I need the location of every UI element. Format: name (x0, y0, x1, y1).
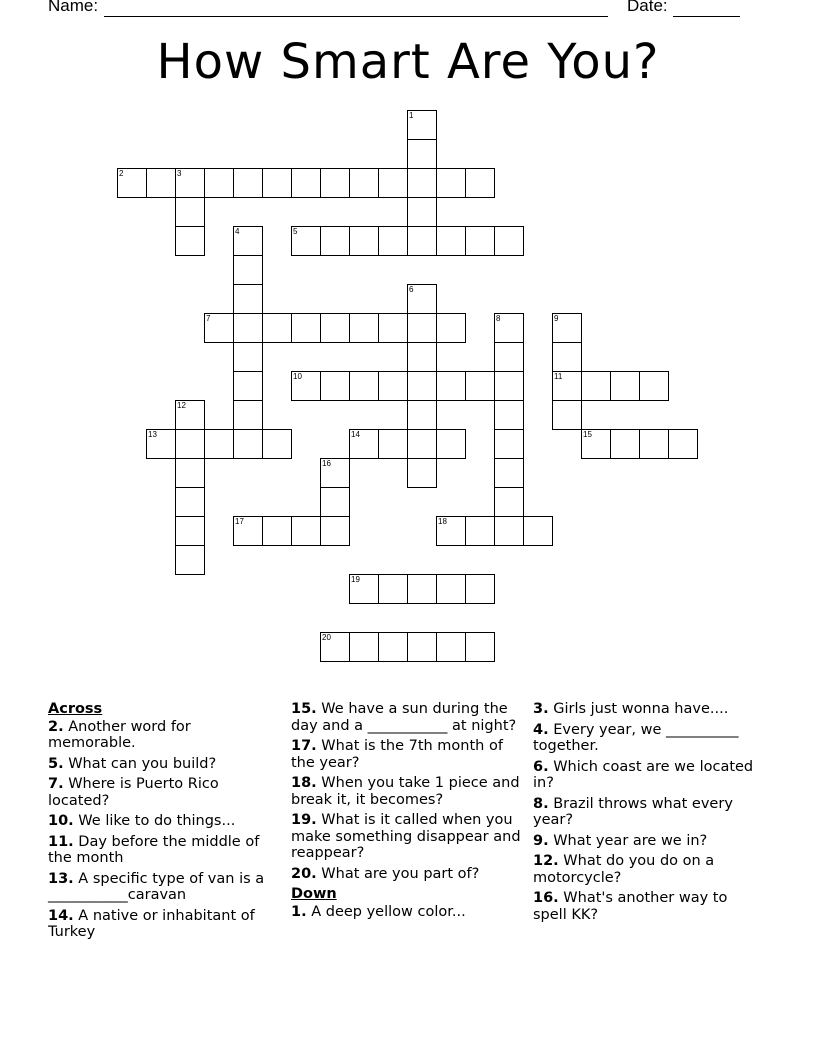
cell-number: 4 (235, 227, 240, 236)
grid-cell[interactable] (494, 516, 524, 546)
grid-cell[interactable] (610, 429, 640, 459)
clue-number: 14. (48, 907, 74, 924)
grid-cell[interactable] (494, 371, 524, 401)
grid-cell[interactable] (233, 284, 263, 314)
grid-cell[interactable] (407, 632, 437, 662)
clue-number: 11. (48, 833, 74, 850)
clue-number: 10. (48, 813, 74, 829)
down-heading: Down (291, 886, 337, 902)
grid-cell[interactable] (175, 400, 205, 430)
grid-cell[interactable] (233, 516, 263, 546)
grid-cell[interactable] (204, 429, 234, 459)
grid-cell[interactable] (291, 371, 321, 401)
clue-text: A deep yellow color... (311, 903, 466, 920)
cell-number: 2 (119, 169, 124, 178)
clue-number: 2. (48, 718, 64, 735)
grid-cell[interactable] (233, 342, 263, 372)
grid-cell[interactable] (407, 429, 437, 459)
grid-cell[interactable] (552, 342, 582, 372)
grid-cell[interactable] (465, 226, 495, 256)
clue-number: 3. (533, 701, 549, 717)
grid-cell[interactable] (320, 487, 350, 517)
clue-text: What is the 7th month of the year? (291, 738, 503, 771)
clue-number: 20. (291, 865, 317, 882)
grid-cell[interactable] (175, 429, 205, 459)
cell-number: 15 (583, 430, 592, 439)
clue-text: What is it called when you make something disappear and reappear? (291, 812, 521, 861)
clue-across-13 (48, 871, 280, 904)
grid-cell[interactable] (407, 400, 437, 430)
grid-cell[interactable] (494, 226, 524, 256)
grid-cell[interactable] (320, 226, 350, 256)
clue-number: 9. (533, 832, 549, 849)
grid-cell[interactable] (175, 197, 205, 227)
grid-cell[interactable] (349, 574, 379, 604)
across-heading: Across (48, 701, 103, 717)
cell-number: 11 (554, 372, 563, 381)
grid-cell[interactable] (175, 226, 205, 256)
cell-number: 5 (293, 227, 298, 236)
grid-cell[interactable] (233, 226, 263, 256)
grid-cell[interactable] (320, 313, 350, 343)
clue-down-16 (533, 890, 765, 923)
grid-cell[interactable] (175, 545, 205, 575)
clue-number: 6. (533, 758, 549, 775)
cell-number: 19 (351, 575, 360, 584)
clue-text: A native or inhabitant of Turkey (48, 907, 255, 940)
grid-cell[interactable] (291, 516, 321, 546)
clue-text: What are you part of? (321, 865, 480, 882)
grid-cell[interactable] (175, 168, 205, 198)
grid-cell[interactable] (523, 516, 553, 546)
cell-number: 3 (177, 169, 182, 178)
clue-across-14 (48, 908, 280, 941)
cell-number: 18 (438, 517, 447, 526)
cell-number: 12 (177, 401, 186, 410)
date-label: Date: (627, 0, 668, 15)
grid-cell[interactable] (494, 458, 524, 488)
clue-across-5 (48, 756, 280, 773)
grid-cell[interactable] (407, 313, 437, 343)
clue-across-11 (48, 834, 280, 867)
clue-number: 18. (291, 775, 317, 791)
grid-cell[interactable] (262, 429, 292, 459)
grid-cell[interactable] (117, 168, 147, 198)
grid-cell[interactable] (407, 371, 437, 401)
cell-number: 9 (554, 314, 559, 323)
grid-cell[interactable] (436, 516, 466, 546)
cell-number: 7 (206, 314, 211, 323)
grid-cell[interactable] (552, 371, 582, 401)
grid-cell[interactable] (378, 168, 408, 198)
grid-cell[interactable] (610, 371, 640, 401)
clue-number: 19. (291, 812, 317, 828)
clue-down-4 (533, 722, 765, 755)
grid-cell[interactable] (465, 168, 495, 198)
cell-number: 10 (293, 372, 302, 381)
grid-cell[interactable] (494, 429, 524, 459)
cell-number: 1 (409, 111, 414, 120)
clue-text: What do you do on a motorcycle? (533, 853, 715, 886)
grid-cell[interactable] (552, 313, 582, 343)
clue-down-6 (533, 759, 765, 792)
clue-text: A specific type of van is a ___________caravan (48, 870, 265, 903)
clue-across-17 (291, 738, 526, 771)
grid-cell[interactable] (291, 168, 321, 198)
puzzle-title: How Smart Are You? (156, 34, 660, 90)
grid-cell[interactable] (436, 168, 466, 198)
clue-down-9 (533, 833, 765, 850)
clue-across-2 (48, 719, 280, 752)
grid-cell[interactable] (465, 574, 495, 604)
clue-down-3 (533, 701, 765, 718)
clue-text: What can you build? (68, 755, 217, 772)
clue-across-19 (291, 812, 526, 862)
clues-column-2 (291, 701, 526, 924)
clue-number: 12. (533, 853, 559, 869)
clue-number: 1. (291, 903, 307, 920)
grid-cell[interactable] (378, 429, 408, 459)
grid-cell[interactable] (407, 458, 437, 488)
clue-number: 8. (533, 795, 549, 812)
grid-cell[interactable] (175, 516, 205, 546)
grid-cell[interactable] (349, 168, 379, 198)
clue-text: When you take 1 piece and break it, it becomes? (291, 775, 520, 808)
grid-cell[interactable] (407, 574, 437, 604)
grid-cell[interactable] (233, 168, 263, 198)
grid-cell[interactable] (378, 313, 408, 343)
clue-text: What's another way to spell KK? (533, 890, 728, 923)
grid-cell[interactable] (494, 313, 524, 343)
grid-cell[interactable] (204, 313, 234, 343)
grid-cell[interactable] (233, 429, 263, 459)
clues-column-3 (533, 701, 765, 927)
grid-cell[interactable] (233, 400, 263, 430)
grid-cell[interactable] (378, 371, 408, 401)
cell-number: 17 (235, 517, 244, 526)
cell-number: 13 (148, 430, 157, 439)
grid-cell[interactable] (436, 574, 466, 604)
cell-number: 6 (409, 285, 414, 294)
grid-cell[interactable] (349, 226, 379, 256)
clue-text: Day before the middle of the month (48, 833, 260, 866)
grid-cell[interactable] (436, 226, 466, 256)
clue-number: 5. (48, 755, 64, 772)
clue-text: Every year, we __________ together. (533, 721, 739, 754)
clue-down-8 (533, 796, 765, 829)
grid-cell[interactable] (639, 371, 669, 401)
grid-cell[interactable] (175, 458, 205, 488)
clue-number: 4. (533, 721, 549, 738)
clue-text: Girls just wonna have.... (553, 701, 729, 717)
clue-number: 16. (533, 890, 559, 906)
clue-text: We like to do things... (78, 813, 236, 829)
grid-cell[interactable] (436, 313, 466, 343)
grid-cell[interactable] (436, 632, 466, 662)
grid-cell[interactable] (378, 632, 408, 662)
grid-cell[interactable] (349, 429, 379, 459)
clue-across-20 (291, 866, 526, 883)
grid-cell[interactable] (407, 139, 437, 169)
clue-across-18 (291, 775, 526, 808)
grid-cell[interactable] (668, 429, 698, 459)
grid-cell[interactable] (407, 197, 437, 227)
grid-cell[interactable] (320, 168, 350, 198)
grid-cell[interactable] (407, 284, 437, 314)
grid-cell[interactable] (175, 487, 205, 517)
grid-cell[interactable] (407, 342, 437, 372)
clue-text: Another word for memorable. (48, 718, 191, 751)
grid-cell[interactable] (465, 632, 495, 662)
grid-cell[interactable] (552, 400, 582, 430)
cell-number: 20 (322, 633, 331, 642)
clue-down-12 (533, 853, 765, 886)
grid-cell[interactable] (494, 400, 524, 430)
grid-cell[interactable] (349, 632, 379, 662)
grid-cell[interactable] (465, 371, 495, 401)
grid-cell[interactable] (436, 429, 466, 459)
grid-cell[interactable] (465, 516, 495, 546)
clues-column-1 (48, 701, 280, 945)
grid-cell[interactable] (262, 516, 292, 546)
clue-down-1 (291, 904, 526, 921)
clue-text: Brazil throws what every year? (533, 795, 733, 828)
clue-text: What year are we in? (553, 832, 708, 849)
grid-cell[interactable] (378, 226, 408, 256)
grid-cell[interactable] (320, 516, 350, 546)
clue-number: 7. (48, 776, 64, 792)
grid-cell[interactable] (349, 313, 379, 343)
grid-cell[interactable] (320, 371, 350, 401)
grid-cell[interactable] (436, 371, 466, 401)
grid-cell[interactable] (378, 574, 408, 604)
grid-cell[interactable] (494, 342, 524, 372)
grid-cell[interactable] (291, 313, 321, 343)
grid-cell[interactable] (320, 632, 350, 662)
clue-number: 15. (291, 701, 317, 717)
grid-cell[interactable] (581, 429, 611, 459)
grid-cell[interactable] (146, 168, 176, 198)
clue-across-7 (48, 776, 280, 809)
clue-number: 17. (291, 738, 317, 754)
grid-cell[interactable] (233, 255, 263, 285)
grid-cell[interactable] (204, 168, 234, 198)
grid-cell[interactable] (262, 168, 292, 198)
clue-number: 13. (48, 870, 74, 887)
grid-cell[interactable] (407, 110, 437, 140)
grid-cell[interactable] (581, 371, 611, 401)
grid-cell[interactable] (233, 371, 263, 401)
clue-across-10 (48, 813, 280, 830)
grid-cell[interactable] (349, 371, 379, 401)
grid-cell[interactable] (291, 226, 321, 256)
grid-cell[interactable] (233, 313, 263, 343)
grid-cell[interactable] (407, 226, 437, 256)
grid-cell[interactable] (639, 429, 669, 459)
cell-number: 8 (496, 314, 501, 323)
clue-text: Which coast are we located in? (533, 758, 754, 791)
grid-cell[interactable] (320, 458, 350, 488)
clue-text: We have a sun during the day and a ___________ at night? (291, 701, 517, 734)
clue-across-15 (291, 701, 526, 734)
grid-cell[interactable] (494, 487, 524, 517)
grid-cell[interactable] (407, 168, 437, 198)
grid-cell[interactable] (146, 429, 176, 459)
cell-number: 14 (351, 430, 360, 439)
clue-text: Where is Puerto Rico located? (48, 776, 219, 809)
grid-cell[interactable] (262, 313, 292, 343)
name-label: Name: (48, 0, 99, 15)
cell-number: 16 (322, 459, 331, 468)
